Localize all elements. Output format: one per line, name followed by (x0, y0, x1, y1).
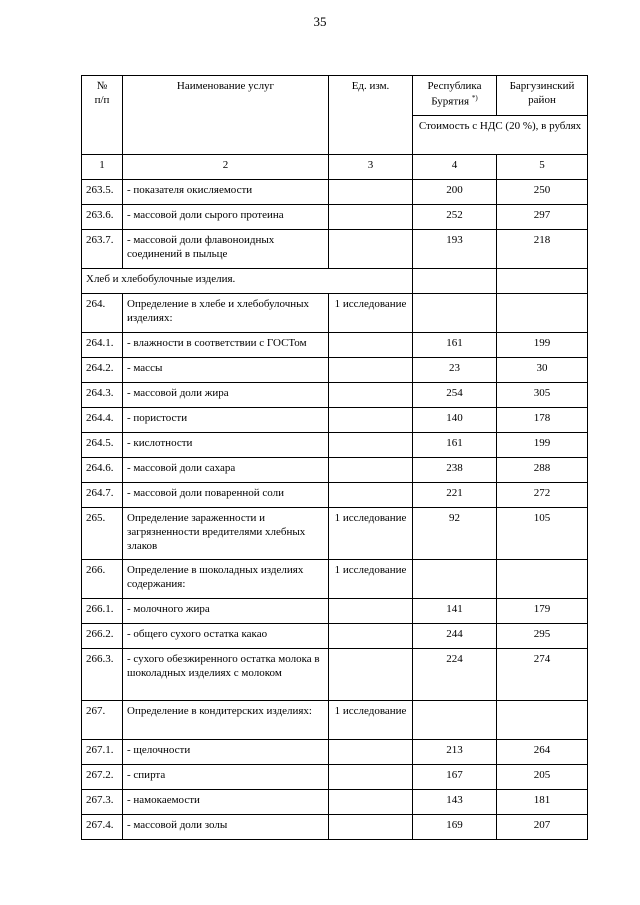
price-region1: 252 (413, 205, 497, 230)
table-row (82, 205, 588, 230)
price-region1: 161 (413, 433, 497, 458)
header-unit (329, 76, 413, 155)
price-region2: 178 (497, 408, 588, 433)
service-name: - щелочности (123, 740, 329, 765)
header-unit-label: Ед. изм. (351, 80, 390, 92)
unit-cell (329, 180, 413, 205)
price-region1: 224 (413, 649, 497, 701)
header-cost-label: Стоимость с НДС (20 %), в рублях (418, 120, 582, 132)
service-name: - массовой доли жира (123, 383, 329, 408)
table-row (82, 180, 588, 205)
empty-cell (413, 269, 497, 294)
unit-cell (329, 458, 413, 483)
row-number: 267.1. (82, 740, 123, 765)
price-region1: 244 (413, 624, 497, 649)
row-number: 267. (82, 701, 123, 740)
table-row (82, 408, 588, 433)
column-number: 4 (413, 155, 497, 180)
unit-cell (329, 333, 413, 358)
row-number: 266.3. (82, 649, 123, 701)
price-region2 (497, 560, 588, 599)
service-name: - показателя окисляемости (123, 180, 329, 205)
header-region2-label: Баргузинский район (509, 80, 575, 106)
unit-cell: 1 исследование (329, 294, 413, 333)
price-region2: 207 (497, 815, 588, 840)
row-number: 267.2. (82, 765, 123, 790)
service-name: - молочного жира (123, 599, 329, 624)
page-number: 35 (313, 14, 327, 29)
service-name: Определение в шоколадных изделиях содержания: (123, 560, 329, 599)
section-row (82, 269, 588, 294)
row-number: 265. (82, 508, 123, 560)
unit-cell (329, 483, 413, 508)
unit-cell (329, 433, 413, 458)
price-region1: 143 (413, 790, 497, 815)
row-number: 264.4. (82, 408, 123, 433)
column-numbers-row (82, 155, 588, 180)
price-region2: 272 (497, 483, 588, 508)
table-row (82, 230, 588, 269)
row-number: 263.6. (82, 205, 123, 230)
price-region1: 23 (413, 358, 497, 383)
price-region2: 264 (497, 740, 588, 765)
header-region1 (413, 76, 497, 116)
service-name: - спирта (123, 765, 329, 790)
footnote-mark: *) (471, 93, 478, 102)
service-name: Определение зараженности и загрязненности вредителями хлебных злаков (123, 508, 329, 560)
table-row (82, 599, 588, 624)
price-region2: 199 (497, 433, 588, 458)
price-region1 (413, 701, 497, 740)
table-row (82, 458, 588, 483)
price-region1: 193 (413, 230, 497, 269)
unit-cell (329, 599, 413, 624)
unit-cell (329, 408, 413, 433)
unit-cell (329, 383, 413, 408)
service-name: Определение в хлебе и хлебобулочных изделиях: (123, 294, 329, 333)
unit-cell (329, 649, 413, 701)
table-row (82, 815, 588, 840)
table-row (82, 294, 588, 333)
service-name: - массовой доли поваренной соли (123, 483, 329, 508)
table-row (82, 701, 588, 740)
price-region1: 221 (413, 483, 497, 508)
row-number: 264. (82, 294, 123, 333)
unit-cell (329, 815, 413, 840)
price-region1: 140 (413, 408, 497, 433)
table-row (82, 740, 588, 765)
row-number: 267.3. (82, 790, 123, 815)
row-number: 264.5. (82, 433, 123, 458)
column-number: 5 (497, 155, 588, 180)
header-num-label: № п/п (94, 80, 110, 106)
service-name: Определение в кондитерских изделиях: (123, 701, 329, 740)
row-number: 264.6. (82, 458, 123, 483)
row-number: 264.2. (82, 358, 123, 383)
price-region2: 274 (497, 649, 588, 701)
row-number: 266.1. (82, 599, 123, 624)
section-title: Хлеб и хлебобулочные изделия. (82, 269, 413, 294)
table-header (82, 76, 588, 180)
unit-cell: 1 исследование (329, 508, 413, 560)
table-row (82, 483, 588, 508)
table-body (82, 180, 588, 840)
price-region2: 181 (497, 790, 588, 815)
service-name: - влажности в соответствии с ГОСТом (123, 333, 329, 358)
service-name: - массовой доли флавоноидных соединений в пыльце (123, 230, 329, 269)
unit-cell (329, 624, 413, 649)
row-number: 263.7. (82, 230, 123, 269)
row-number: 267.4. (82, 815, 123, 840)
header-name (123, 76, 329, 155)
header-num (82, 76, 123, 155)
header-cost (413, 116, 588, 155)
price-region2 (497, 701, 588, 740)
price-region2: 288 (497, 458, 588, 483)
header-region2 (497, 76, 588, 116)
row-number: 264.7. (82, 483, 123, 508)
unit-cell (329, 205, 413, 230)
price-region2: 297 (497, 205, 588, 230)
table-row (82, 433, 588, 458)
column-number: 2 (123, 155, 329, 180)
service-name: - массовой доли сырого протеина (123, 205, 329, 230)
table-row (82, 624, 588, 649)
price-region1 (413, 294, 497, 333)
row-number: 263.5. (82, 180, 123, 205)
price-region1: 167 (413, 765, 497, 790)
service-name: - массовой доли золы (123, 815, 329, 840)
price-region1: 254 (413, 383, 497, 408)
service-name: - общего сухого остатка какао (123, 624, 329, 649)
price-region1 (413, 560, 497, 599)
table-row (82, 383, 588, 408)
price-region1: 213 (413, 740, 497, 765)
header-region1-label: Республика Бурятия (427, 80, 482, 108)
service-name: - сухого обезжиренного остатка молока в шоколадных изделиях с молоком (123, 649, 329, 701)
price-region1: 161 (413, 333, 497, 358)
table-row (82, 333, 588, 358)
unit-cell (329, 740, 413, 765)
table-row (82, 765, 588, 790)
price-region1: 141 (413, 599, 497, 624)
unit-cell (329, 790, 413, 815)
price-table (81, 75, 588, 840)
price-region2: 205 (497, 765, 588, 790)
row-number: 264.1. (82, 333, 123, 358)
service-name: - массы (123, 358, 329, 383)
service-name: - кислотности (123, 433, 329, 458)
price-region1: 169 (413, 815, 497, 840)
table-row (82, 790, 588, 815)
price-region2: 250 (497, 180, 588, 205)
price-region1: 92 (413, 508, 497, 560)
table-row (82, 508, 588, 560)
column-number: 1 (82, 155, 123, 180)
table-row (82, 358, 588, 383)
row-number: 264.3. (82, 383, 123, 408)
table-row (82, 560, 588, 599)
price-region1: 200 (413, 180, 497, 205)
service-name: - намокаемости (123, 790, 329, 815)
price-region2: 179 (497, 599, 588, 624)
empty-cell (497, 269, 588, 294)
column-number: 3 (329, 155, 413, 180)
unit-cell: 1 исследование (329, 701, 413, 740)
service-name: - массовой доли сахара (123, 458, 329, 483)
price-region2: 30 (497, 358, 588, 383)
unit-cell (329, 230, 413, 269)
price-region2 (497, 294, 588, 333)
service-name: - пористости (123, 408, 329, 433)
price-region2: 105 (497, 508, 588, 560)
unit-cell: 1 исследование (329, 560, 413, 599)
unit-cell (329, 765, 413, 790)
price-region2: 305 (497, 383, 588, 408)
row-number: 266.2. (82, 624, 123, 649)
price-region1: 238 (413, 458, 497, 483)
price-region2: 218 (497, 230, 588, 269)
price-region2: 199 (497, 333, 588, 358)
unit-cell (329, 358, 413, 383)
header-name-label: Наименование услуг (176, 80, 275, 92)
table-row (82, 649, 588, 701)
price-region2: 295 (497, 624, 588, 649)
row-number: 266. (82, 560, 123, 599)
